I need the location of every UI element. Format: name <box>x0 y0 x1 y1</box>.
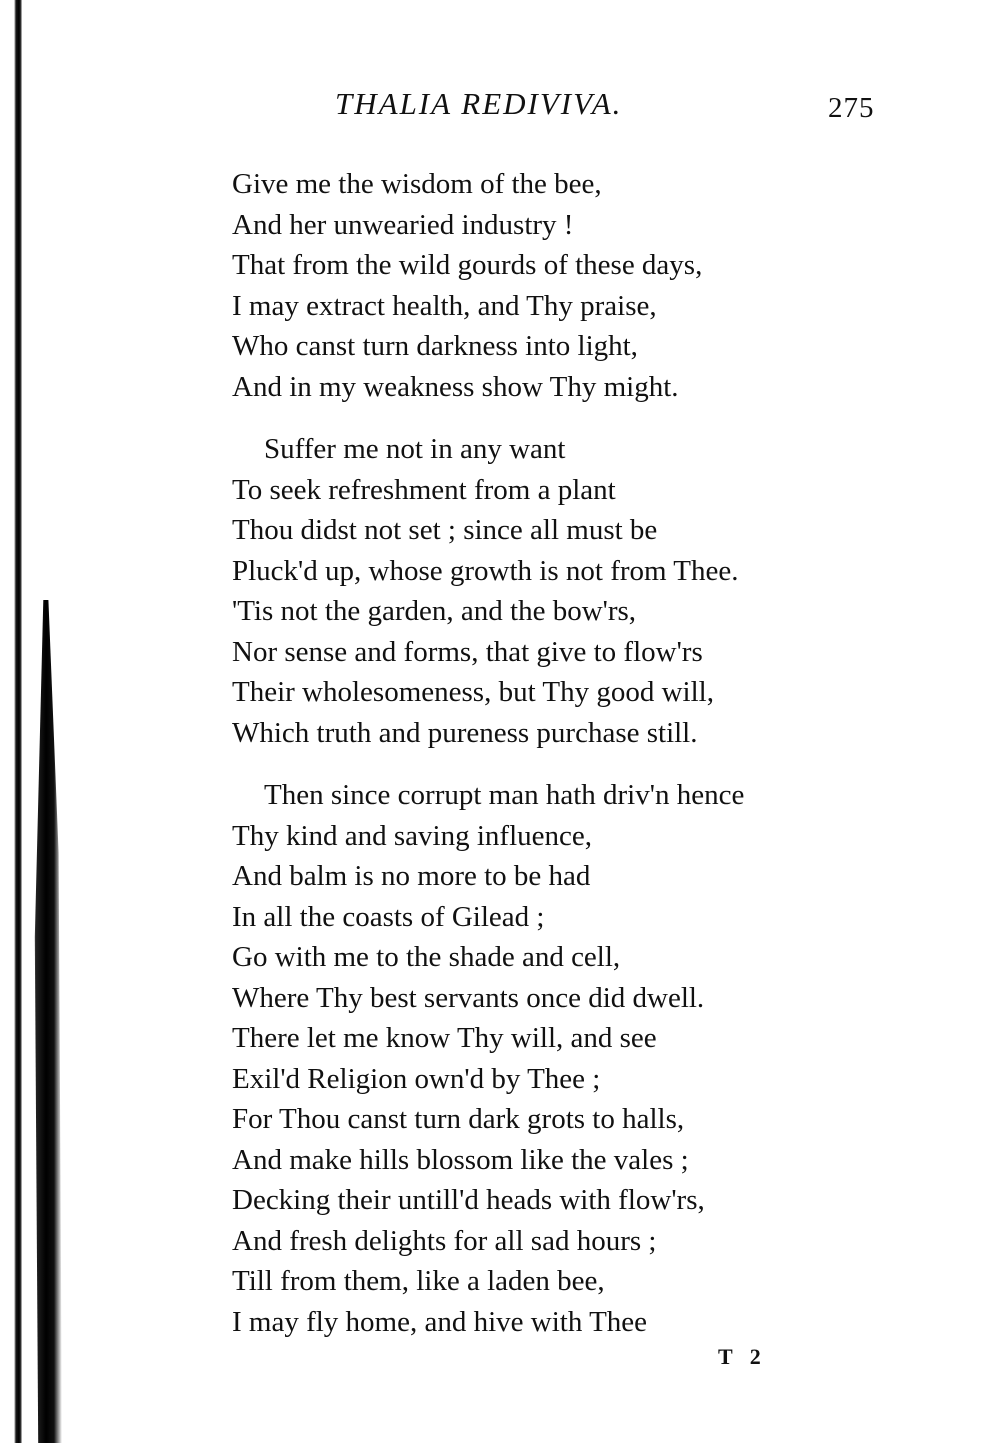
verse-line: 'Tis not the garden, and the bow'rs, <box>232 595 637 627</box>
verse-line: Then since corrupt man hath driv'n hence <box>264 779 745 811</box>
poem-body <box>232 164 892 1364</box>
verse-line: There let me know Thy will, and see <box>232 1022 657 1054</box>
page-number: 275 <box>828 92 875 124</box>
verse-line: Nor sense and forms, that give to flow'rs <box>232 635 703 668</box>
verse-line: Decking their untill'd heads with flow'rs, <box>232 1184 705 1216</box>
stanza-2 <box>232 429 892 753</box>
verse-line: And balm is no more to be had <box>232 860 591 892</box>
verse-line: And fresh delights for all sad hours ; <box>232 1224 657 1257</box>
verse-line: I may fly home, and hive with Thee <box>232 1305 648 1338</box>
stanza-3 <box>232 775 892 1342</box>
verse-line: For Thou canst turn dark grots to halls, <box>232 1103 685 1135</box>
signature-mark: T 2 <box>718 1344 767 1369</box>
verse-line: Who canst turn darkness into light, <box>232 330 638 362</box>
verse-line: Their wholesomeness, but Thy good will, <box>232 676 714 708</box>
verse-line: Thou didst not set ; since all must be <box>232 514 658 546</box>
binding-shadow <box>28 600 62 1443</box>
verse-line: Where Thy best servants once did dwell. <box>232 981 705 1014</box>
verse-line: Exil'd Religion own'd by Thee ; <box>232 1062 601 1095</box>
verse-line: Give me the wisdom of the bee, <box>232 168 602 200</box>
running-title: THALIA REDIVIVA. <box>335 86 623 121</box>
binding-edge <box>14 0 22 1443</box>
verse-line: And in my weakness show Thy might. <box>232 370 679 403</box>
verse-line: And make hills blossom like the vales ; <box>232 1143 689 1176</box>
verse-line: Go with me to the shade and cell, <box>232 941 621 973</box>
verse-line: Thy kind and saving influence, <box>232 819 592 852</box>
verse-line: And her unwearied industry ! <box>232 208 574 241</box>
page-header <box>0 86 1000 126</box>
verse-line: Till from them, like a laden bee, <box>232 1265 605 1297</box>
verse-line: That from the wild gourds of these days, <box>232 249 703 281</box>
stanza-1 <box>232 164 892 407</box>
verse-line: Suffer me not in any want <box>264 433 566 465</box>
verse-line: I may extract health, and Thy praise, <box>232 289 657 322</box>
verse-line: In all the coasts of Gilead ; <box>232 900 545 933</box>
verse-line: Which truth and pureness purchase still. <box>232 716 698 749</box>
verse-line: To seek refreshment from a plant <box>232 473 616 506</box>
verse-line: Pluck'd up, whose growth is not from Thee. <box>232 554 739 587</box>
